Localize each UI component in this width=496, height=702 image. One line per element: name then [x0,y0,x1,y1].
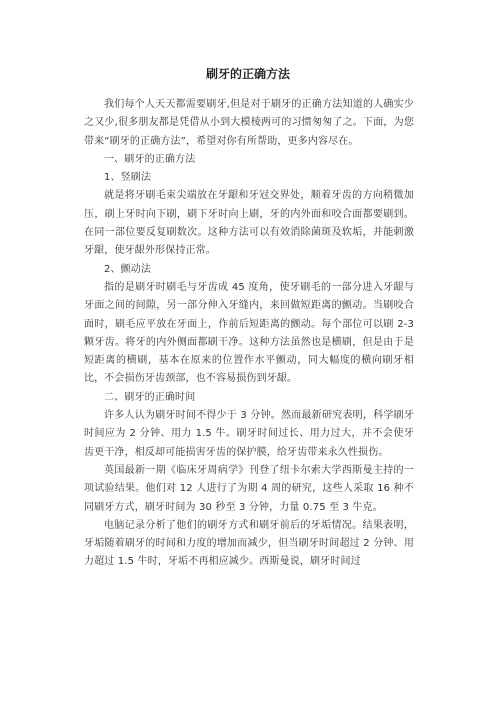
body-paragraph: 电脑记录分析了他们的刷牙方式和刷牙前后的牙垢情况。结果表明，牙垢随着刷牙的时间和力度的增加而减少，但当刷牙时间超过 2 分钟、用力超过 1.5 牛时，牙垢不再相应减少。西斯曼说，刷牙时间过 [84,519,414,568]
body-paragraph: 就是将牙刷毛束尖端放在牙龈和牙冠交界处，顺着牙齿的方向稍微加压，刷上牙时向下刷，刷下牙时向上刷，牙的内外面和咬合面都要刷到。在同一部位要反复刷数次。这种方法可以有效消除菌斑及软垢，并能刺激牙龈，使牙龈外形保持正常。 [84,190,414,257]
body-paragraph: 许多人认为刷牙时间不得少于 3 分钟。然而最新研究表明，科学刷牙时间应为 2 分钟、用力 1.5 牛。刷牙时间过长、用力过大，并不会使牙齿更干净，相反却可能损害牙齿的保护膜，给牙齿带来永久性损伤。 [84,410,414,458]
subsection-heading: 2、颤动法 [104,263,152,275]
page-title: 刷牙的正确方法 [205,67,290,81]
body-paragraph: 英国最新一期《临床牙周病学》刊登了纽卡尔索大学西斯曼主持的一项试验结果。他们对 12 人进行了为期 4 周的研究，这些人采取 16 种不同刷牙方式，刷牙时间为 30 秒至 3 分钟，力量 0.75 至 3 牛克。 [84,464,414,513]
section-heading: 二、刷牙的正确时间 [104,391,196,403]
article-body [84,96,414,572]
subsection-heading: 1、竖刷法 [104,172,152,184]
section-heading: 一、刷牙的正确方法 [104,153,196,165]
body-paragraph: 指的是刷牙时刷毛与牙齿成 45 度角，使牙刷毛的一部分进入牙龈与牙面之间的间隙，另一部分伸入牙缝内，来回做短距离的颤动。当刷咬合面时，刷毛应平放在牙面上，作前后短距离的颤动。每个部位可以刷 2-3 颗牙齿。将牙的内外侧面都刷干净。这种方法虽然也是横刷，但是由于是短距离的横刷，基本在原来的位置作水平颤动，同大幅度的横向刷牙相比，不会损伤牙齿颈部，也不容易损伤到牙龈。 [84,281,414,385]
intro-paragraph: 我们每个人天天都需要刷牙,但是对于刷牙的正确方法知道的人确实少之又少,很多朋友都是凭借从小到大模棱两可的习惯匆匆了之。下面，为您带来“刷牙的正确方法”，希望对你有所帮助，更多内容尽在。 [84,99,414,147]
